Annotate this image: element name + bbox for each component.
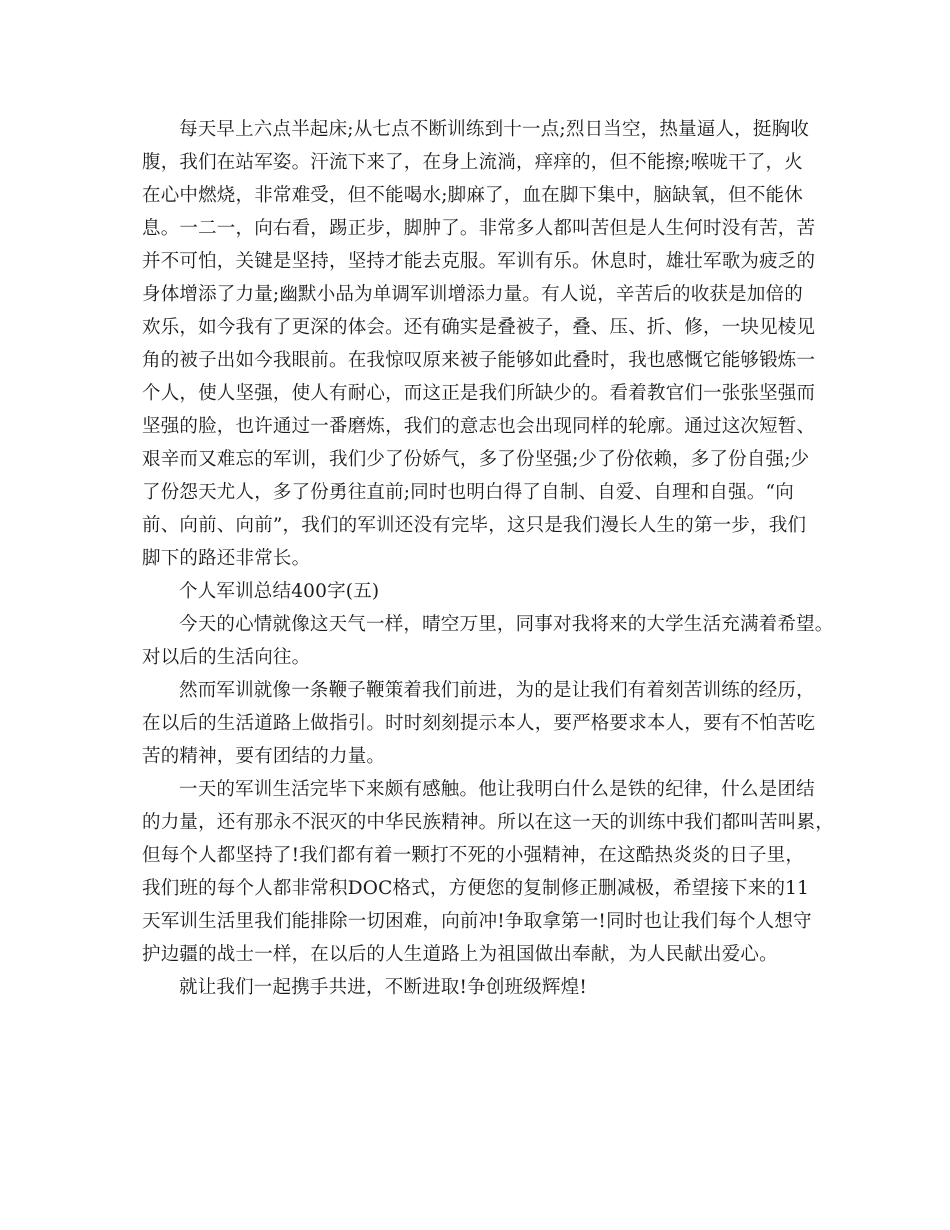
text-line: 对以后的生活向往。	[142, 647, 311, 668]
text-line: 腹，我们在站军姿。汗流下来了，在身上流淌，痒痒的，但不能擦;喉咙干了，火	[142, 152, 803, 173]
text-line: 的力量，还有那永不泯灭的中华民族精神。所以在这一天的训练中我们都叫苦叫累，	[142, 812, 834, 833]
text-line: 天军训生活里我们能排除一切困难，向前冲!争取拿第一!同时也让我们每个人想守	[142, 911, 812, 932]
paragraph	[142, 773, 834, 971]
text-line: 苦的精神，要有团结的力量。	[142, 746, 386, 767]
text-line: 然而军训就像一条鞭子鞭策着我们前进，为的是让我们有着刻苦训练的经历，	[179, 680, 815, 701]
document-page	[142, 113, 834, 1004]
text-line: 角的被子出如今我眼前。在我惊叹原来被子能够如此叠时，我也感慨它能够锻炼一	[142, 350, 816, 371]
text-line: 身体增添了力量;幽默小品为单调军训增添力量。有人说，辛苦后的收获是加倍的	[142, 284, 803, 305]
text-line: 脚下的路还非常长。	[142, 548, 311, 569]
paragraph	[142, 113, 822, 575]
text-line: 在心中燃烧，非常难受，但不能喝水;脚麻了，血在脚下集中，脑缺氧，但不能休	[142, 185, 803, 206]
text-line: 在以后的生活道路上做指引。时时刻刻提示本人，要严格要求本人，要有不怕苦吃	[142, 713, 816, 734]
text-line: 前、向前、向前”，我们的军训还没有完毕，这只是我们漫长人生的第一步，我们	[142, 515, 807, 536]
text-line: 了份怨天尤人，多了份勇往直前;同时也明白得了自制、自爱、自理和自强。“向	[142, 482, 794, 503]
text-line: 护边疆的战士一样，在以后的人生道路上为祖国做出奉献，为人民献出爱心。	[142, 944, 778, 965]
text-line: 一天的军训生活完毕下来颇有感触。他让我明白什么是铁的纪律，什么是团结	[179, 779, 815, 800]
text-line: 就让我们一起携手共进，不断进取!争创班级辉煌!	[179, 977, 587, 998]
text-line: 个人，使人坚强，使人有耐心，而这正是我们所缺少的。看着教官们一张张坚强而	[142, 383, 816, 404]
text-line: 但每个人都坚持了!我们都有着一颗打不死的小强精神，在这酷热炎炎的日子里，	[142, 845, 805, 866]
text-line: 并不可怕，关键是坚持，坚持才能去克服。军训有乐。休息时，雄壮军歌为疲乏的	[142, 251, 816, 272]
section-heading	[142, 575, 822, 608]
text-line: 我们班的每个人都非常积DOC格式，方便您的复制修正删减极，希望接下来的11	[142, 878, 810, 899]
text-line: 每天早上六点半起床;从七点不断训练到十一点;烈日当空，热量逼人，挺胸收	[179, 119, 809, 140]
text-line: 今天的心情就像这天气一样，晴空万里，同事对我将来的大学生活充满着希望。	[179, 614, 834, 635]
text-line: 坚强的脸，也许通过一番磨炼，我们的意志也会出现同样的轮廓。通过这次短暂、	[142, 416, 816, 437]
text-line: 欢乐，如今我有了更深的体会。还有确实是叠被子，叠、压、折、修，一块见棱见	[142, 317, 816, 338]
paragraph	[142, 971, 822, 1004]
text-line: 艰辛而又难忘的军训，我们少了份娇气，多了份坚强;少了份依赖，多了份自强;少	[142, 449, 810, 470]
paragraph	[142, 674, 822, 773]
text-line: 息。一二一，向右看，踢正步，脚肿了。非常多人都叫苦但是人生何时没有苦，苦	[142, 218, 816, 239]
paragraph	[142, 608, 834, 674]
heading-line: 个人军训总结400字(五)	[179, 581, 380, 602]
